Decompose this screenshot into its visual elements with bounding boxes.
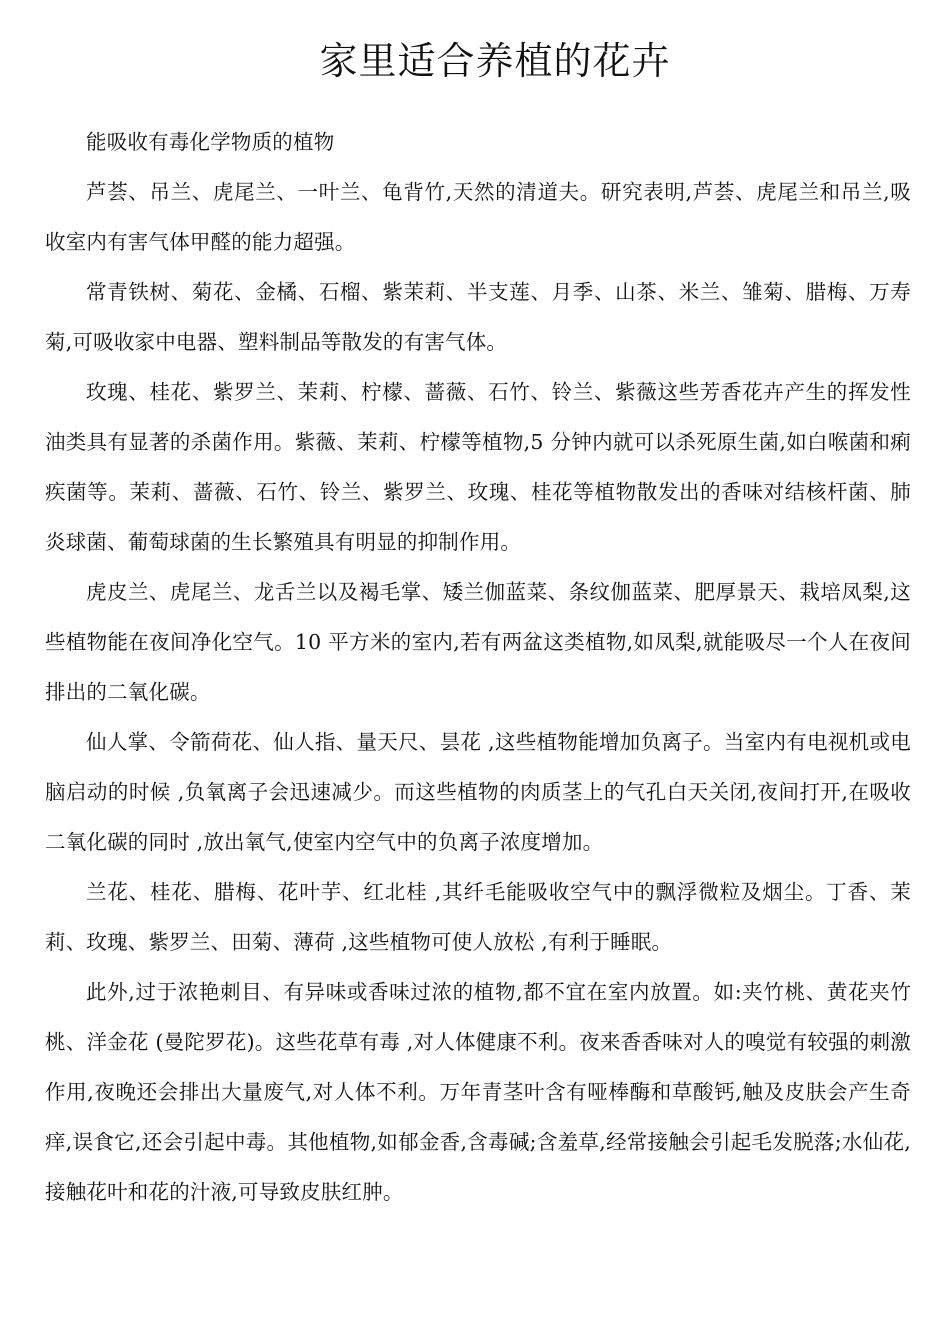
section-heading: 能吸收有毒化学物质的植物	[86, 130, 335, 154]
paragraph-harmful-gas-plants: 常青铁树、菊花、金橘、石榴、紫茉莉、半支莲、月季、山茶、米兰、雏菊、腊梅、万寿菊,可吸收家中电器、塑料制品等散发的有害气体。	[45, 280, 911, 354]
document-body	[45, 117, 911, 1217]
paragraph-negative-ion-plants: 仙人掌、令箭荷花、仙人指、量天尺、昙花 ,这些植物能增加负离子。当室内有电视机或电脑启动的时候 ,负氧离子会迅速减少。而这些植物的肉质茎上的气孔白天关闭,夜间打开,在吸收二氧化碳的同时 ,放出氧气,使室内空气中的负离子浓度增加。	[45, 730, 911, 854]
paragraph-dust-absorbing-plants: 兰花、桂花、腊梅、花叶芋、红北桂 ,其纤毛能吸收空气中的飘浮微粒及烟尘。丁香、茉莉、玫瑰、紫罗兰、田菊、薄荷 ,这些植物可使人放松 ,有利于睡眠。	[45, 880, 911, 954]
document-title: 家里适合养植的花卉	[319, 39, 671, 83]
paragraph-unsuitable-plants: 此外,过于浓艳刺目、有异味或香味过浓的植物,都不宜在室内放置。如:夹竹桃、黄花夹竹桃、洋金花 (曼陀罗花)。这些花草有毒 ,对人体健康不利。夜来香香味对人的嗅觉有较强的刺激作用,夜晚还会排出大量废气,对人体不利。万年青茎叶含有哑棒酶和草酸钙,触及皮肤会产生奇痒,误食它,还会引起中毒。其他植物,如郁金香,含毒碱;含羞草,经常接触会引起毛发脱落;水仙花,接触花叶和花的汁液,可导致皮肤红肿。	[45, 980, 911, 1204]
paragraph-formaldehyde-plants: 芦荟、吊兰、虎尾兰、一叶兰、龟背竹,天然的清道夫。研究表明,芦荟、虎尾兰和吊兰,吸收室内有害气体甲醛的能力超强。	[45, 180, 911, 254]
paragraph-night-purifying-plants: 虎皮兰、虎尾兰、龙舌兰以及褐毛掌、矮兰伽蓝菜、条纹伽蓝菜、肥厚景天、栽培凤梨,这些植物能在夜间净化空气。10 平方米的室内,若有两盆这类植物,如凤梨,就能吸尽一个人在夜间排出的二氧化碳。	[45, 580, 911, 704]
paragraph-aromatic-plants: 玫瑰、桂花、紫罗兰、茉莉、柠檬、蔷薇、石竹、铃兰、紫薇这些芳香花卉产生的挥发性油类具有显著的杀菌作用。紫薇、茉莉、柠檬等植物,5 分钟内就可以杀死原生菌,如白喉菌和痢疾菌等。茉莉、蔷薇、石竹、铃兰、紫罗兰、玫瑰、桂花等植物散发出的香味对结核杆菌、肺炎球菌、葡萄球菌的生长繁殖具有明显的抑制作用。	[45, 380, 911, 554]
